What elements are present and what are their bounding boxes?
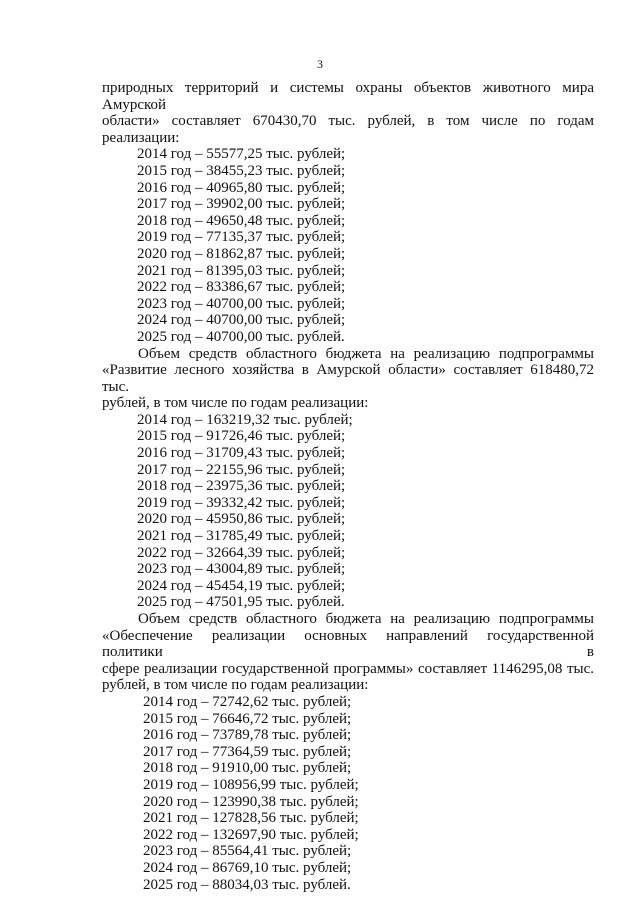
- year-line: 2025 год – 88034,03 тыс. рублей.: [143, 876, 351, 893]
- year-line: 2022 год – 32664,39 тыс. рублей;: [137, 544, 346, 561]
- paragraph-line: Объем средств областного бюджета на реализацию подпрограммы: [138, 345, 594, 362]
- year-line: 2022 год – 132697,90 тыс. рублей;: [143, 826, 359, 843]
- year-line: 2025 год – 47501,95 тыс. рублей.: [137, 594, 345, 611]
- year-line: 2019 год – 77135,37 тыс. рублей;: [137, 229, 346, 246]
- paragraph-line: Объем средств областного бюджета на реализацию подпрограммы: [138, 611, 594, 627]
- year-line: 2024 год – 45454,19 тыс. рублей;: [137, 577, 346, 594]
- year-line: 2014 год – 163219,32 тыс. рублей;: [137, 411, 353, 428]
- year-line: 2020 год – 123990,38 тыс. рублей;: [143, 793, 359, 810]
- year-line: 2014 год – 55577,25 тыс. рублей;: [137, 146, 346, 163]
- section-state-policy: [102, 611, 594, 893]
- paragraph-line: природных территорий и системы охраны объектов животного мира Амурской: [102, 80, 594, 113]
- paragraph-line: рублей, в том числе по годам реализации:: [102, 395, 369, 412]
- year-line: 2018 год – 49650,48 тыс. рублей;: [137, 212, 346, 229]
- paragraph-line: «Обеспечение реализации основных направлений государственной политики в: [102, 627, 594, 661]
- section-forestry: [102, 346, 594, 612]
- year-line: 2017 год – 39902,00 тыс. рублей;: [137, 196, 346, 213]
- year-line: 2019 год – 108956,99 тыс. рублей;: [143, 776, 359, 793]
- year-line: 2021 год – 31785,49 тыс. рублей;: [137, 528, 346, 545]
- year-line: 2023 год – 85564,41 тыс. рублей;: [143, 843, 352, 860]
- year-line: 2015 год – 91726,46 тыс. рублей;: [137, 428, 346, 445]
- year-line: 2019 год – 39332,42 тыс. рублей;: [137, 494, 346, 511]
- year-line: 2024 год – 40700,00 тыс. рублей;: [137, 312, 346, 329]
- year-line: 2020 год – 45950,86 тыс. рублей;: [137, 511, 346, 528]
- year-line: 2023 год – 40700,00 тыс. рублей;: [137, 295, 346, 312]
- year-line: 2016 год – 40965,80 тыс. рублей;: [137, 179, 346, 196]
- paragraph-line: сфере реализации государственной программы» составляет 1146295,08 тыс.: [102, 660, 594, 677]
- year-line: 2021 год – 81395,03 тыс. рублей;: [137, 262, 346, 279]
- year-line: 2024 год – 86769,10 тыс. рублей;: [143, 859, 352, 876]
- year-line: 2018 год – 91910,00 тыс. рублей;: [143, 760, 352, 777]
- paragraph-line: рублей, в том числе по годам реализации:: [102, 677, 369, 694]
- year-line: 2020 год – 81862,87 тыс. рублей;: [137, 245, 346, 262]
- year-line: 2017 год – 22155,96 тыс. рублей;: [137, 461, 346, 478]
- document-body: [102, 80, 594, 893]
- year-line: 2014 год – 72742,62 тыс. рублей;: [143, 693, 352, 710]
- year-line: 2015 год – 76646,72 тыс. рублей;: [143, 710, 352, 727]
- year-line: 2022 год – 83386,67 тыс. рублей;: [137, 279, 346, 296]
- year-line: 2015 год – 38455,23 тыс. рублей;: [137, 162, 346, 179]
- year-line: 2021 год – 127828,56 тыс. рублей;: [143, 810, 359, 827]
- year-line: 2016 год – 73789,78 тыс. рублей;: [143, 727, 352, 744]
- paragraph-line: области» составляет 670430,70 тыс. рублей, в том числе по годам реализации:: [102, 113, 594, 146]
- section-protected-areas: [102, 80, 594, 346]
- page-number: 3: [317, 57, 323, 71]
- year-line: 2016 год – 31709,43 тыс. рублей;: [137, 445, 346, 462]
- year-line: 2023 год – 43004,89 тыс. рублей;: [137, 561, 346, 578]
- year-line: 2017 год – 77364,59 тыс. рублей;: [143, 743, 352, 760]
- year-line: 2025 год – 40700,00 тыс. рублей.: [137, 328, 345, 345]
- paragraph-line: «Развитие лесного хозяйства в Амурской области» составляет 618480,72 тыс.: [102, 362, 594, 395]
- year-line: 2018 год – 23975,36 тыс. рублей;: [137, 478, 346, 495]
